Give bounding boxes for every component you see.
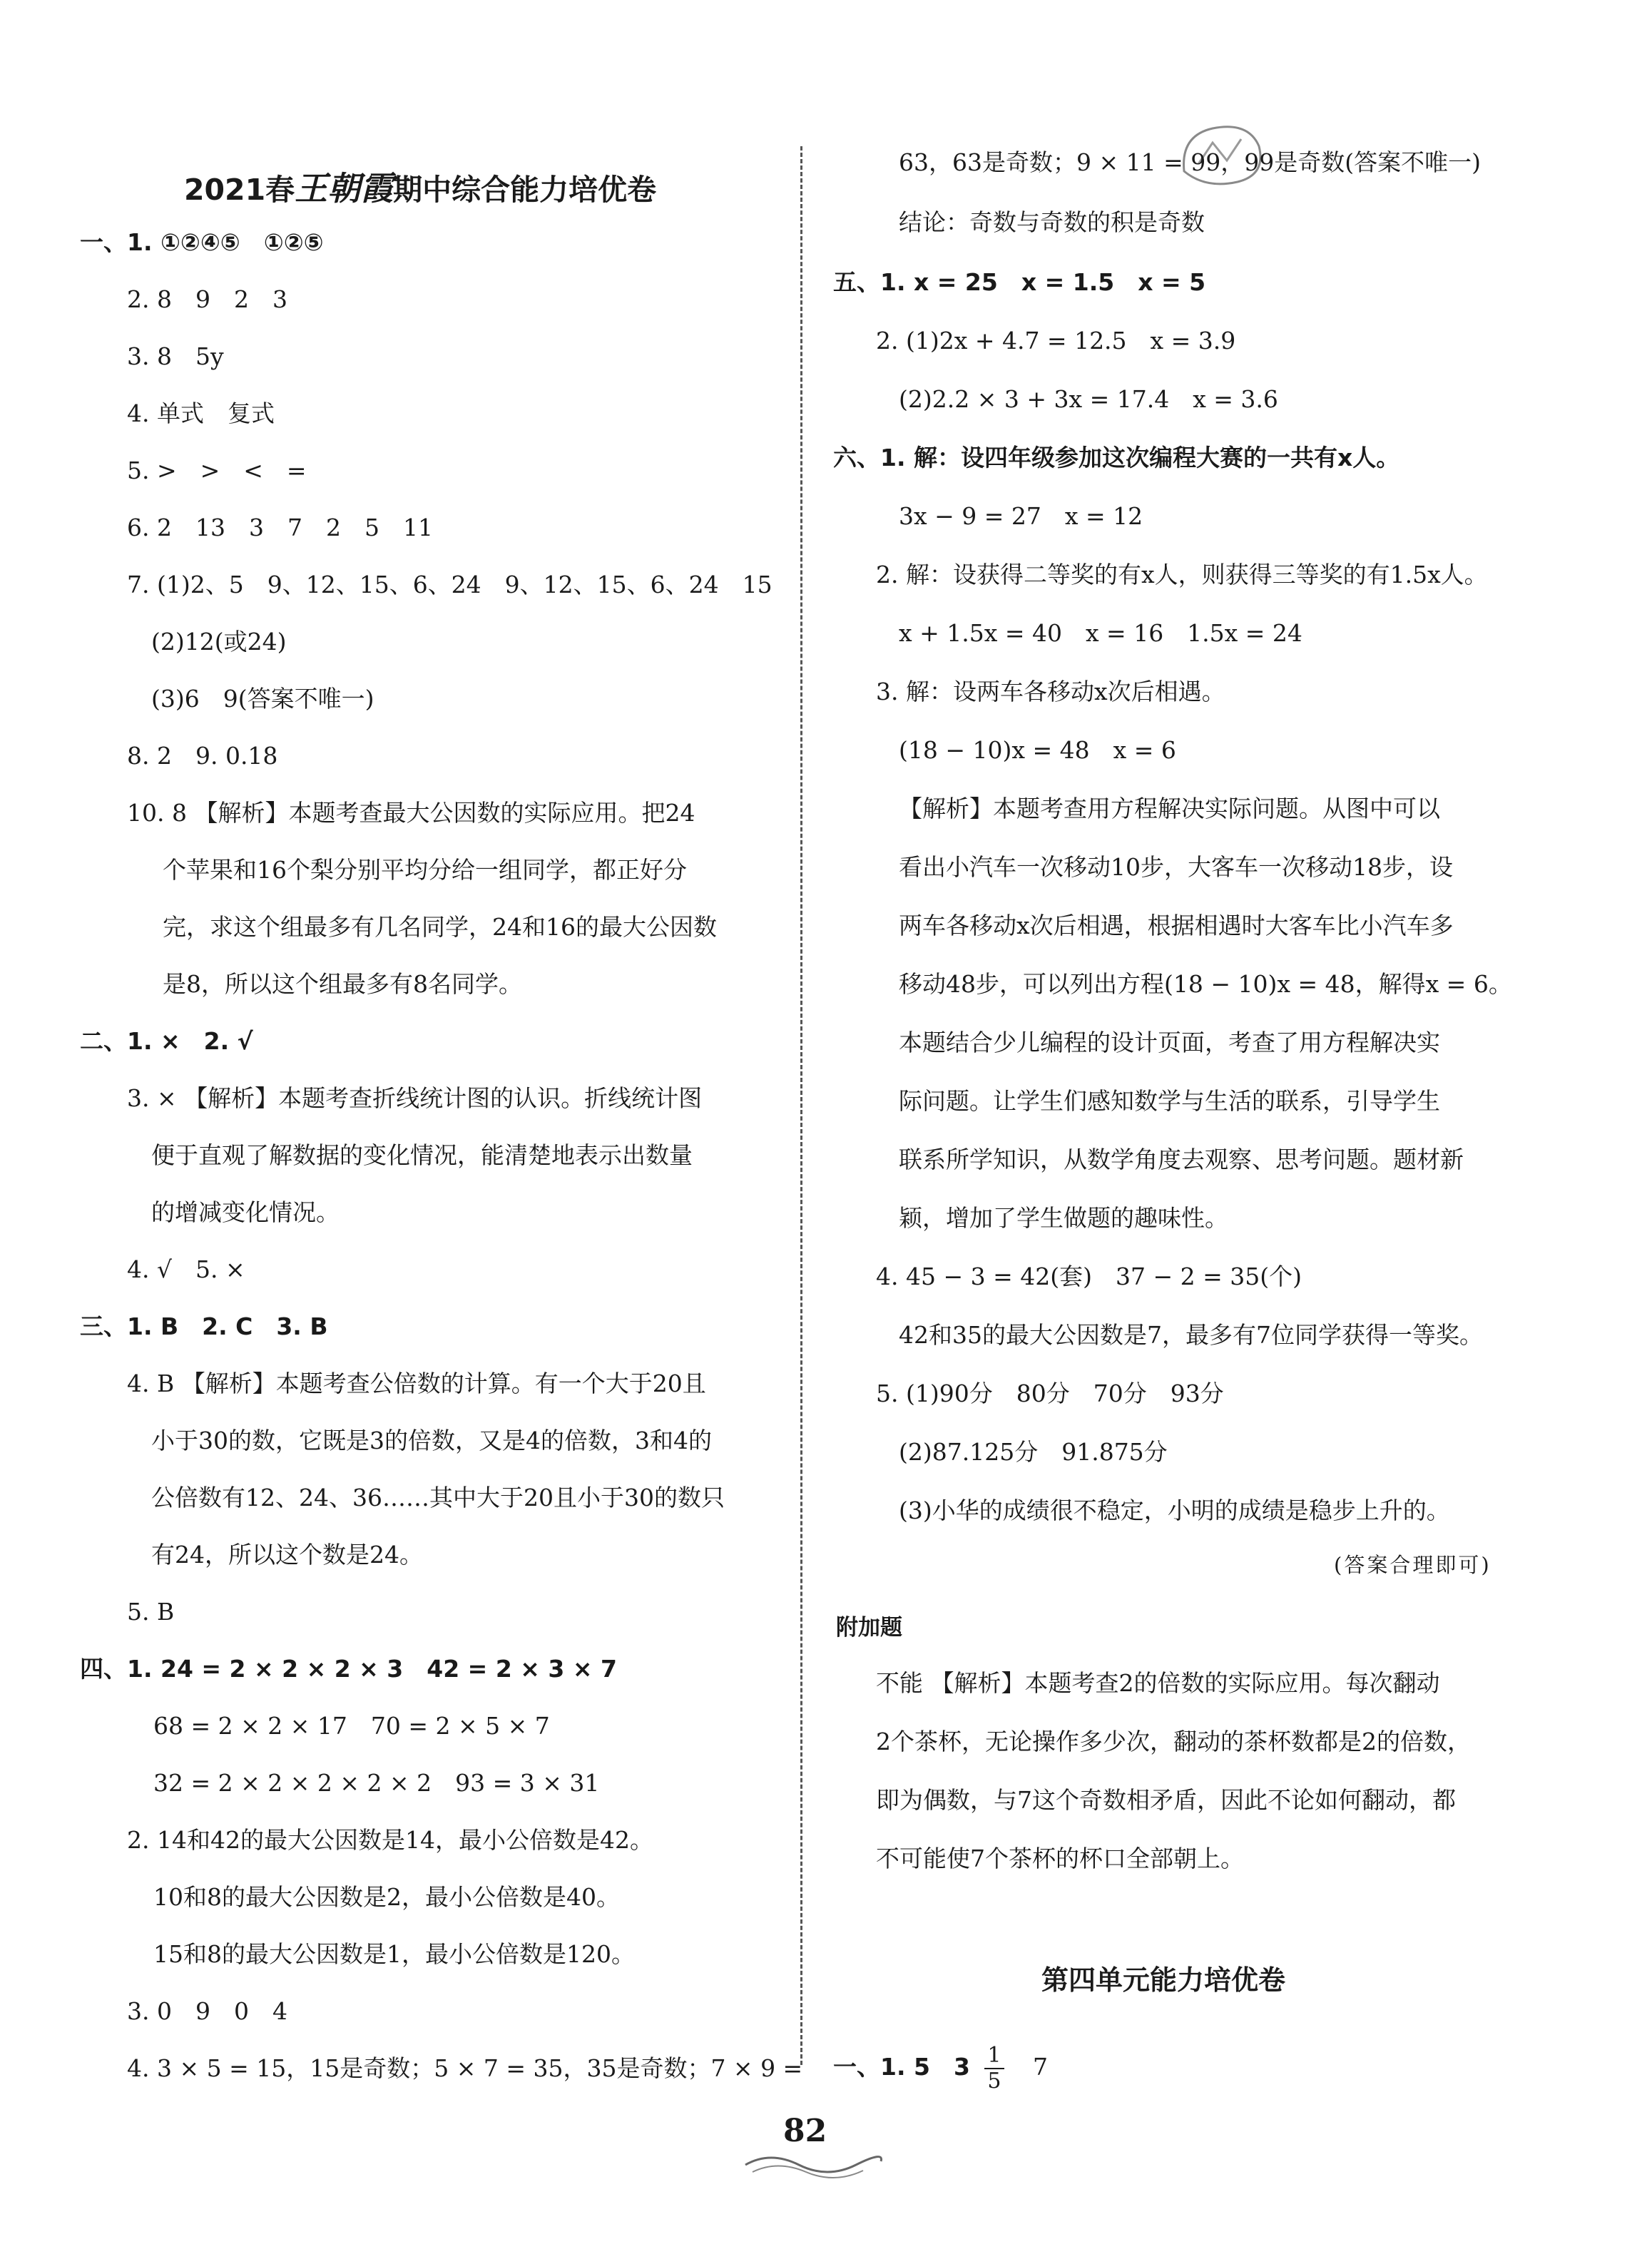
right-line-21: 42和35的最大公因数是7，最多有7位同学获得一等奖。: [899, 1321, 1483, 1349]
title-brand: 王朝霞: [295, 169, 394, 208]
right-line-11: (18 − 10)x = 48 x = 6: [899, 736, 1176, 764]
left-line-33: 4. 3 × 5 = 15，15是奇数；5 × 7 = 35，35是奇数；7 × 9 =: [127, 2054, 803, 2082]
left-line-25: 5. B: [127, 1598, 175, 1626]
left-line-2: 2. 8 9 2 3: [127, 285, 287, 313]
title-prefix: 2021春: [184, 173, 295, 207]
title-suffix: 期中综合能力培优卷: [393, 173, 657, 207]
unit-question-1: [833, 2039, 1048, 2096]
right-line-18: 联系所学知识，从数学角度去观察、思考问题。题材新: [899, 1146, 1464, 1173]
right-line-9: x + 1.5x = 40 x = 16 1.5x = 24: [899, 619, 1302, 647]
unit-q1-prefix: 一、1. 5 3: [833, 2053, 970, 2081]
left-line-19: 4. √ 5. ×: [127, 1255, 245, 1283]
bonus-heading: 附加题: [836, 1615, 902, 1641]
left-line-27: 68 = 2 × 2 × 17 70 = 2 × 5 × 7: [153, 1712, 550, 1740]
right-line-13: 看出小汽车一次移动10步，大客车一次移动18步，设: [899, 853, 1453, 881]
left-line-4: 4. 单式 复式: [127, 399, 275, 427]
left-line-6: 6. 2 13 3 7 2 5 11: [127, 514, 433, 541]
fraction: [984, 2044, 1004, 2094]
left-line-1: 一、1. ①②④⑤ ①②⑤: [80, 228, 324, 256]
page-number: 82: [783, 2113, 827, 2149]
right-line-4: 2. (1)2x + 4.7 = 12.5 x = 3.9: [876, 327, 1236, 355]
right-line-14: 两车各移动x次后相遇，根据相遇时大客车比小汽车多: [899, 912, 1454, 939]
left-line-23: 公倍数有12、24、36……其中大于20且小于30的数只: [151, 1484, 725, 1511]
left-line-5: 5. > > < =: [127, 457, 307, 484]
left-line-30: 10和8的最大公因数是2，最小公倍数是40。: [153, 1883, 620, 1911]
right-line-12: 【解析】本题考查用方程解决实际问题。从图中可以: [899, 795, 1440, 822]
right-line-29: 不可能使7个茶杯的杯口全部朝上。: [876, 1845, 1244, 1872]
right-line-22: 5. (1)90分 80分 70分 93分: [876, 1380, 1224, 1407]
left-line-22: 小于30的数，它既是3的倍数，又是4的倍数，3和4的: [151, 1427, 712, 1454]
left-line-26: 四、1. 24 = 2 × 2 × 2 × 3 42 = 2 × 3 × 7: [80, 1655, 617, 1683]
left-line-31: 15和8的最大公因数是1，最小公倍数是120。: [153, 1940, 635, 1968]
right-line-27: 2个茶杯，无论操作多少次，翻动的茶杯数都是2的倍数，: [876, 1728, 1471, 1755]
wave-ornament-icon: [742, 2147, 884, 2183]
right-line-8: 2. 解：设获得二等奖的有x人，则获得三等奖的有1.5x人。: [876, 561, 1488, 588]
left-line-18: 的增减变化情况。: [151, 1198, 340, 1226]
fraction-denominator: 5: [987, 2069, 1001, 2094]
left-line-13: 完，求这个组最多有几名同学，24和16的最大公因数: [163, 913, 717, 941]
left-line-24: 有24，所以这个数是24。: [151, 1541, 423, 1569]
left-line-11: 10. 8 【解析】本题考查最大公因数的实际应用。把24: [127, 799, 695, 827]
left-line-9: (3)6 9(答案不唯一): [151, 685, 374, 713]
fraction-numerator: 1: [984, 2044, 1004, 2069]
left-line-3: 3. 8 5y: [127, 342, 224, 370]
right-line-6: 六、1. 解：设四年级参加这次编程大赛的一共有x人。: [833, 444, 1400, 471]
right-line-16: 本题结合少儿编程的设计页面，考查了用方程解决实: [899, 1029, 1440, 1056]
left-line-10: 8. 2 9. 0.18: [127, 742, 278, 770]
left-line-20: 三、1. B 2. C 3. B: [80, 1312, 328, 1340]
right-line-5: (2)2.2 × 3 + 3x = 17.4 x = 3.6: [899, 385, 1278, 413]
left-line-8: (2)12(或24): [151, 628, 287, 656]
right-line-26: 不能 【解析】本题考查2的倍数的实际应用。每次翻动: [876, 1669, 1440, 1697]
right-line-3: 五、1. x = 25 x = 1.5 x = 5: [833, 268, 1206, 296]
right-line-2: 结论：奇数与奇数的积是奇数: [899, 208, 1205, 236]
column-divider: [800, 146, 802, 2065]
right-line-19: 颖，增加了学生做题的趣味性。: [899, 1204, 1228, 1232]
unit-q1-suffix: 7: [1033, 2053, 1049, 2081]
right-line-10: 3. 解：设两车各移动x次后相遇。: [876, 678, 1225, 705]
left-line-28: 32 = 2 × 2 × 2 × 2 × 2 93 = 3 × 31: [153, 1769, 600, 1797]
right-line-7: 3x − 9 = 27 x = 12: [899, 502, 1143, 530]
right-line-1: 63，63是奇数；9 × 11 = 99，99是奇数(答案不唯一): [899, 148, 1481, 176]
unit-title: 第四单元能力培优卷: [1041, 1964, 1286, 1996]
left-line-21: 4. B 【解析】本题考查公倍数的计算。有一个大于20且: [127, 1370, 706, 1397]
left-line-29: 2. 14和42的最大公因数是14，最小公倍数是42。: [127, 1826, 653, 1854]
right-line-24: (3)小华的成绩很不稳定，小明的成绩是稳步上升的。: [899, 1496, 1450, 1524]
right-line-15: 移动48步，可以列出方程(18 − 10)x = 48，解得x = 6。: [899, 970, 1512, 998]
left-line-15: 二、1. × 2. √: [80, 1027, 253, 1055]
left-line-17: 便于直观了解数据的变化情况，能清楚地表示出数量: [151, 1141, 693, 1169]
left-line-12: 个苹果和16个梨分别平均分给一组同学，都正好分: [163, 856, 687, 884]
page-title: [184, 163, 656, 210]
right-line-20: 4. 45 − 3 = 42(套) 37 − 2 = 35(个): [876, 1263, 1302, 1290]
left-line-32: 3. 0 9 0 4: [127, 1997, 287, 2025]
left-line-16: 3. × 【解析】本题考查折线统计图的认识。折线统计图: [127, 1084, 703, 1112]
answer-note: (答案合理即可): [1334, 1553, 1492, 1577]
left-line-14: 是8，所以这个组最多有8名同学。: [163, 970, 522, 998]
right-line-28: 即为偶数，与7这个奇数相矛盾，因此不论如何翻动，都: [876, 1786, 1456, 1814]
left-line-7: 7. (1)2、5 9、12、15、6、24 9、12、15、6、24 15: [127, 571, 773, 598]
right-line-17: 际问题。让学生们感知数学与生活的联系，引导学生: [899, 1087, 1440, 1115]
right-line-23: (2)87.125分 91.875分: [899, 1438, 1168, 1466]
